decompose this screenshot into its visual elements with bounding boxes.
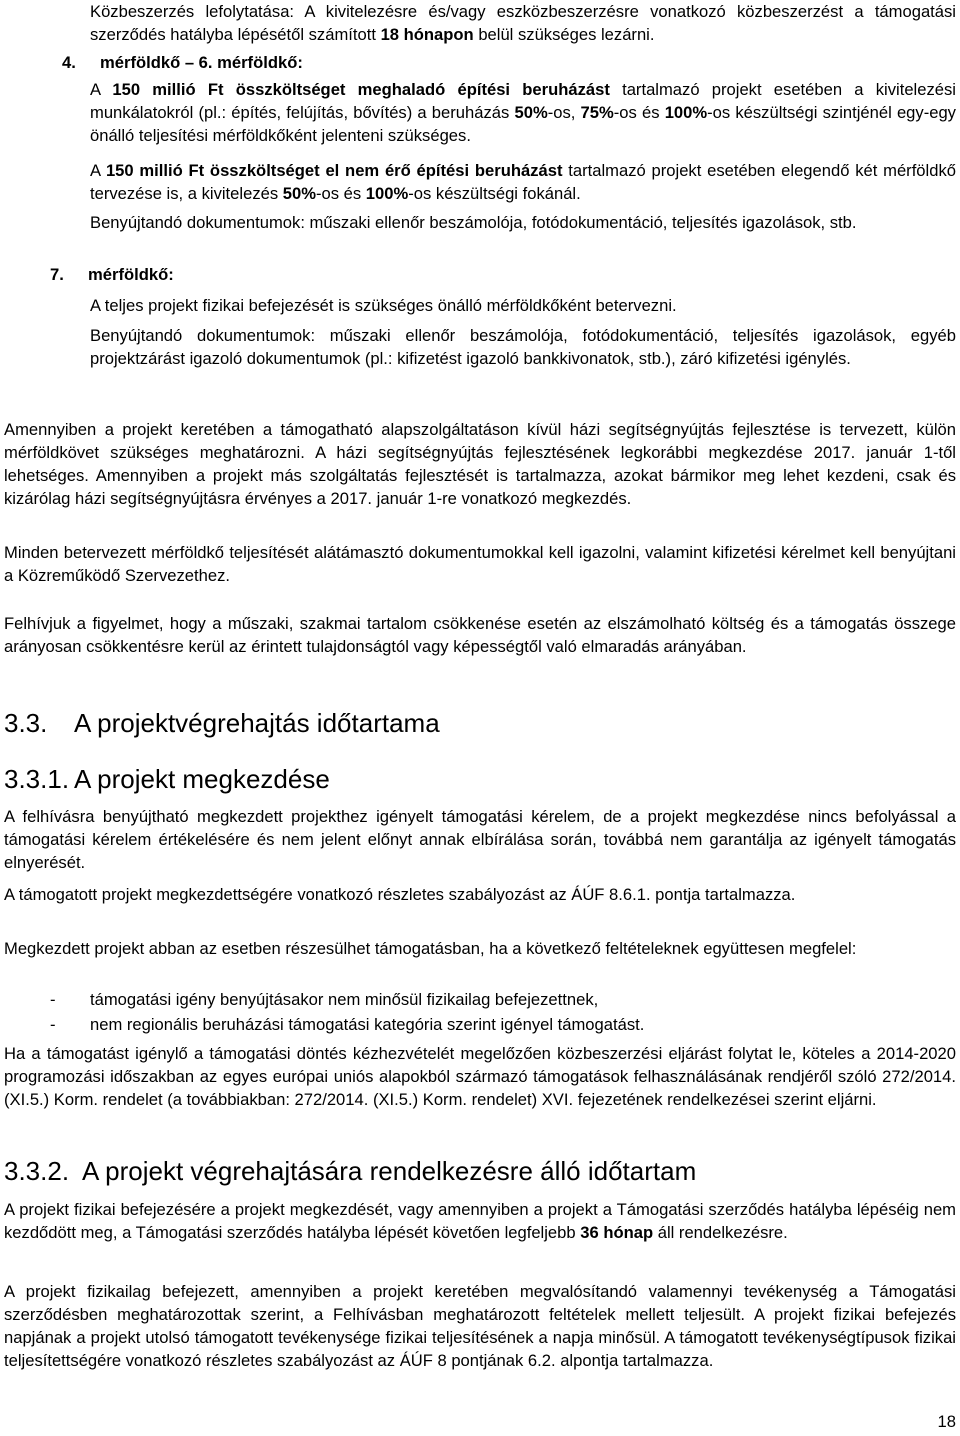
physical-completion-paragraph: A projekt fizikailag befejezett, amennyiben a projekt keretében megvalósítandó valamennyi tevékenység a Támogatási szerződésben meghatározottak szerint, a Felhívásban meghatározott feltételek mellett teljesült. A projekt fizikai befejezés napjának a projekt utolsó támogatott tevékenysége fizikai teljesítésének a napja minősül. A támogatott tevékenységtípusok fizikai teljesítettségére vonatkozó részletes szabályozást az ÁÚF 8 pontjának 6.2. alpontja tartalmazza.: [4, 1282, 956, 1370]
milestone-4-6-documents: Benyújtandó dokumentumok: műszaki ellenőr beszámolója, fotódokumentáció, teljesítés igazolások, stb.: [90, 213, 857, 232]
milestone-7-number: 7.: [50, 265, 64, 284]
procurement-text: Közbeszerzés lefolytatása: A kivitelezésre és/vagy eszközbeszerzésre vonatkozó közbeszerzést a támogatási szerződés hatályba lépésétől számított: [90, 2, 956, 44]
regulation-reference-paragraph: A támogatott projekt megkezdettségére vonatkozó részletes szabályozást az ÁÚF 8.6.1. pontja tartalmazza.: [4, 885, 796, 904]
section-number: 3.3.: [4, 708, 48, 738]
section-heading-3-3-1: [4, 764, 330, 795]
attention-paragraph: Felhívjuk a figyelmet, hogy a műszaki, szakmai tartalom csökkenése esetén az elszámolható költség és a támogatás összege arányosan csökkentésre kerül az érintett tulajdonságtól vagy képességtől való elmaradás arányában.: [4, 614, 956, 656]
procurement-paragraph: [90, 0, 956, 46]
milestone-4-6-paragraph-1: A 150 millió Ft összköltséget meghaladó építési beruházást tartalmazó projekt esetében a kivitelezési munkálatokról (pl.: építés, felújítás, bővítés) a beruházás 50%-os, 75%-os és 100%-os készültségi szintjénél egy-egy önálló teljesítési mérföldkőként jelenteni szükséges.: [90, 80, 956, 145]
list-dash: -: [50, 1015, 56, 1034]
procurement-tail: belül szükséges lezárni.: [478, 25, 655, 44]
duration-value: 36 hónap: [580, 1223, 654, 1242]
section-number: 3.3.2.: [4, 1156, 70, 1186]
page-number: 18: [937, 1412, 956, 1431]
section-heading-3-3: [4, 708, 440, 739]
section-number: 3.3.1.: [4, 764, 70, 794]
conditions-paragraph: Megkezdett projekt abban az esetben részesülhet támogatásban, ha a következő feltételeknek együttesen megfelel:: [4, 939, 857, 958]
section-heading-3-3-2: [4, 1156, 696, 1187]
started-project-paragraph: A felhívásra benyújtható megkezdett projekthez igényelt támogatási kérelem, de a projekt megkezdése nincs befolyással a támogatási kérelem értékelésére és nem jelent előnyt annak elbírálása során, továbbá nem garantálja az igényelt támogatás elnyerését.: [4, 807, 956, 872]
procurement-procedure-paragraph: Ha a támogatást igénylő a támogatási döntés kézhezvételét megelőzően közbeszerzési eljárást folytat le, köteles a 2014-2020 programozási időszakban az egyes európai uniós alapokból származó támogatások felhasználásának rendjéről szóló 272/2014. (XI.5.) Korm. rendelet (a továbbiakban: 272/2014. (XI.5.) Korm. rendelet) XVI. fejezetének rendelkezései szerint eljárni.: [4, 1044, 956, 1109]
home-care-paragraph: Amennyiben a projekt keretében a támogatható alapszolgáltatáson kívül házi segítségnyújtás fejlesztése is tervezett, külön mérföldkövet szükséges meghatározni. A házi segítségnyújtás fejlesztésének legkorábbi megkezdése 2017. január 1-től lehetséges. Amennyiben a projekt más szolgáltatás fejlesztését is tartalmazza, azokat bármikor meg lehet kezdeni, csak és kizárólag házi segítségnyújtásra érvényes a 2017. január 1-re vonatkozó megkezdés.: [4, 420, 956, 508]
section-title: A projekt végrehajtására rendelkezésre álló időtartam: [82, 1156, 697, 1186]
milestone-7-documents: Benyújtandó dokumentumok: műszaki ellenőr beszámolója, fotódokumentáció, teljesítés igazolások, egyéb projektzárást igazoló dokumentumok (pl.: kifizetést igazoló bankkivonatok, stb.), záró kifizetési igénylés.: [90, 326, 956, 368]
milestone-7-paragraph-1: A teljes projekt fizikai befejezését is szükséges önálló mérföldkőként betervezni.: [90, 296, 677, 315]
list-item-text: nem regionális beruházási támogatási kategória szerint igényel támogatást.: [90, 1015, 645, 1034]
milestone-verification-paragraph: Minden betervezett mérföldkő teljesítését alátámasztó dokumentumokkal kell igazolni, valamint kifizetési kérelmet kell benyújtani a Közreműködő Szervezethez.: [4, 543, 956, 585]
milestone-4-6-label: mérföldkő – 6. mérföldkő:: [100, 53, 303, 72]
list-dash: -: [50, 990, 56, 1009]
milestone-7-heading: [50, 263, 174, 286]
milestone-4-6-number: 4.: [62, 53, 76, 72]
list-item-text: támogatási igény benyújtásakor nem minősül fizikailag befejezettnek,: [90, 990, 599, 1009]
duration-paragraph: A projekt fizikai befejezésére a projekt megkezdését, vagy amennyiben a projekt a Támogatási szerződés hatályba lépéséig nem kezdődött meg, a Támogatási szerződés hatályba lépését követően legfeljebb 36 hónap áll rendelkezésre.: [4, 1200, 956, 1242]
milestone-7-label: mérföldkő:: [88, 265, 174, 284]
section-title: A projekt megkezdése: [74, 764, 330, 794]
milestone-4-6-paragraph-2: A 150 millió Ft összköltséget el nem érő építési beruházást tartalmazó projekt esetében elegendő két mérföldkő tervezése is, a kivitelezés 50%-os és 100%-os készültségi fokánál.: [90, 161, 956, 203]
section-title: A projektvégrehajtás időtartama: [74, 708, 440, 738]
milestone-4-6-heading: [62, 51, 303, 74]
procurement-deadline: 18 hónapon: [380, 25, 474, 44]
